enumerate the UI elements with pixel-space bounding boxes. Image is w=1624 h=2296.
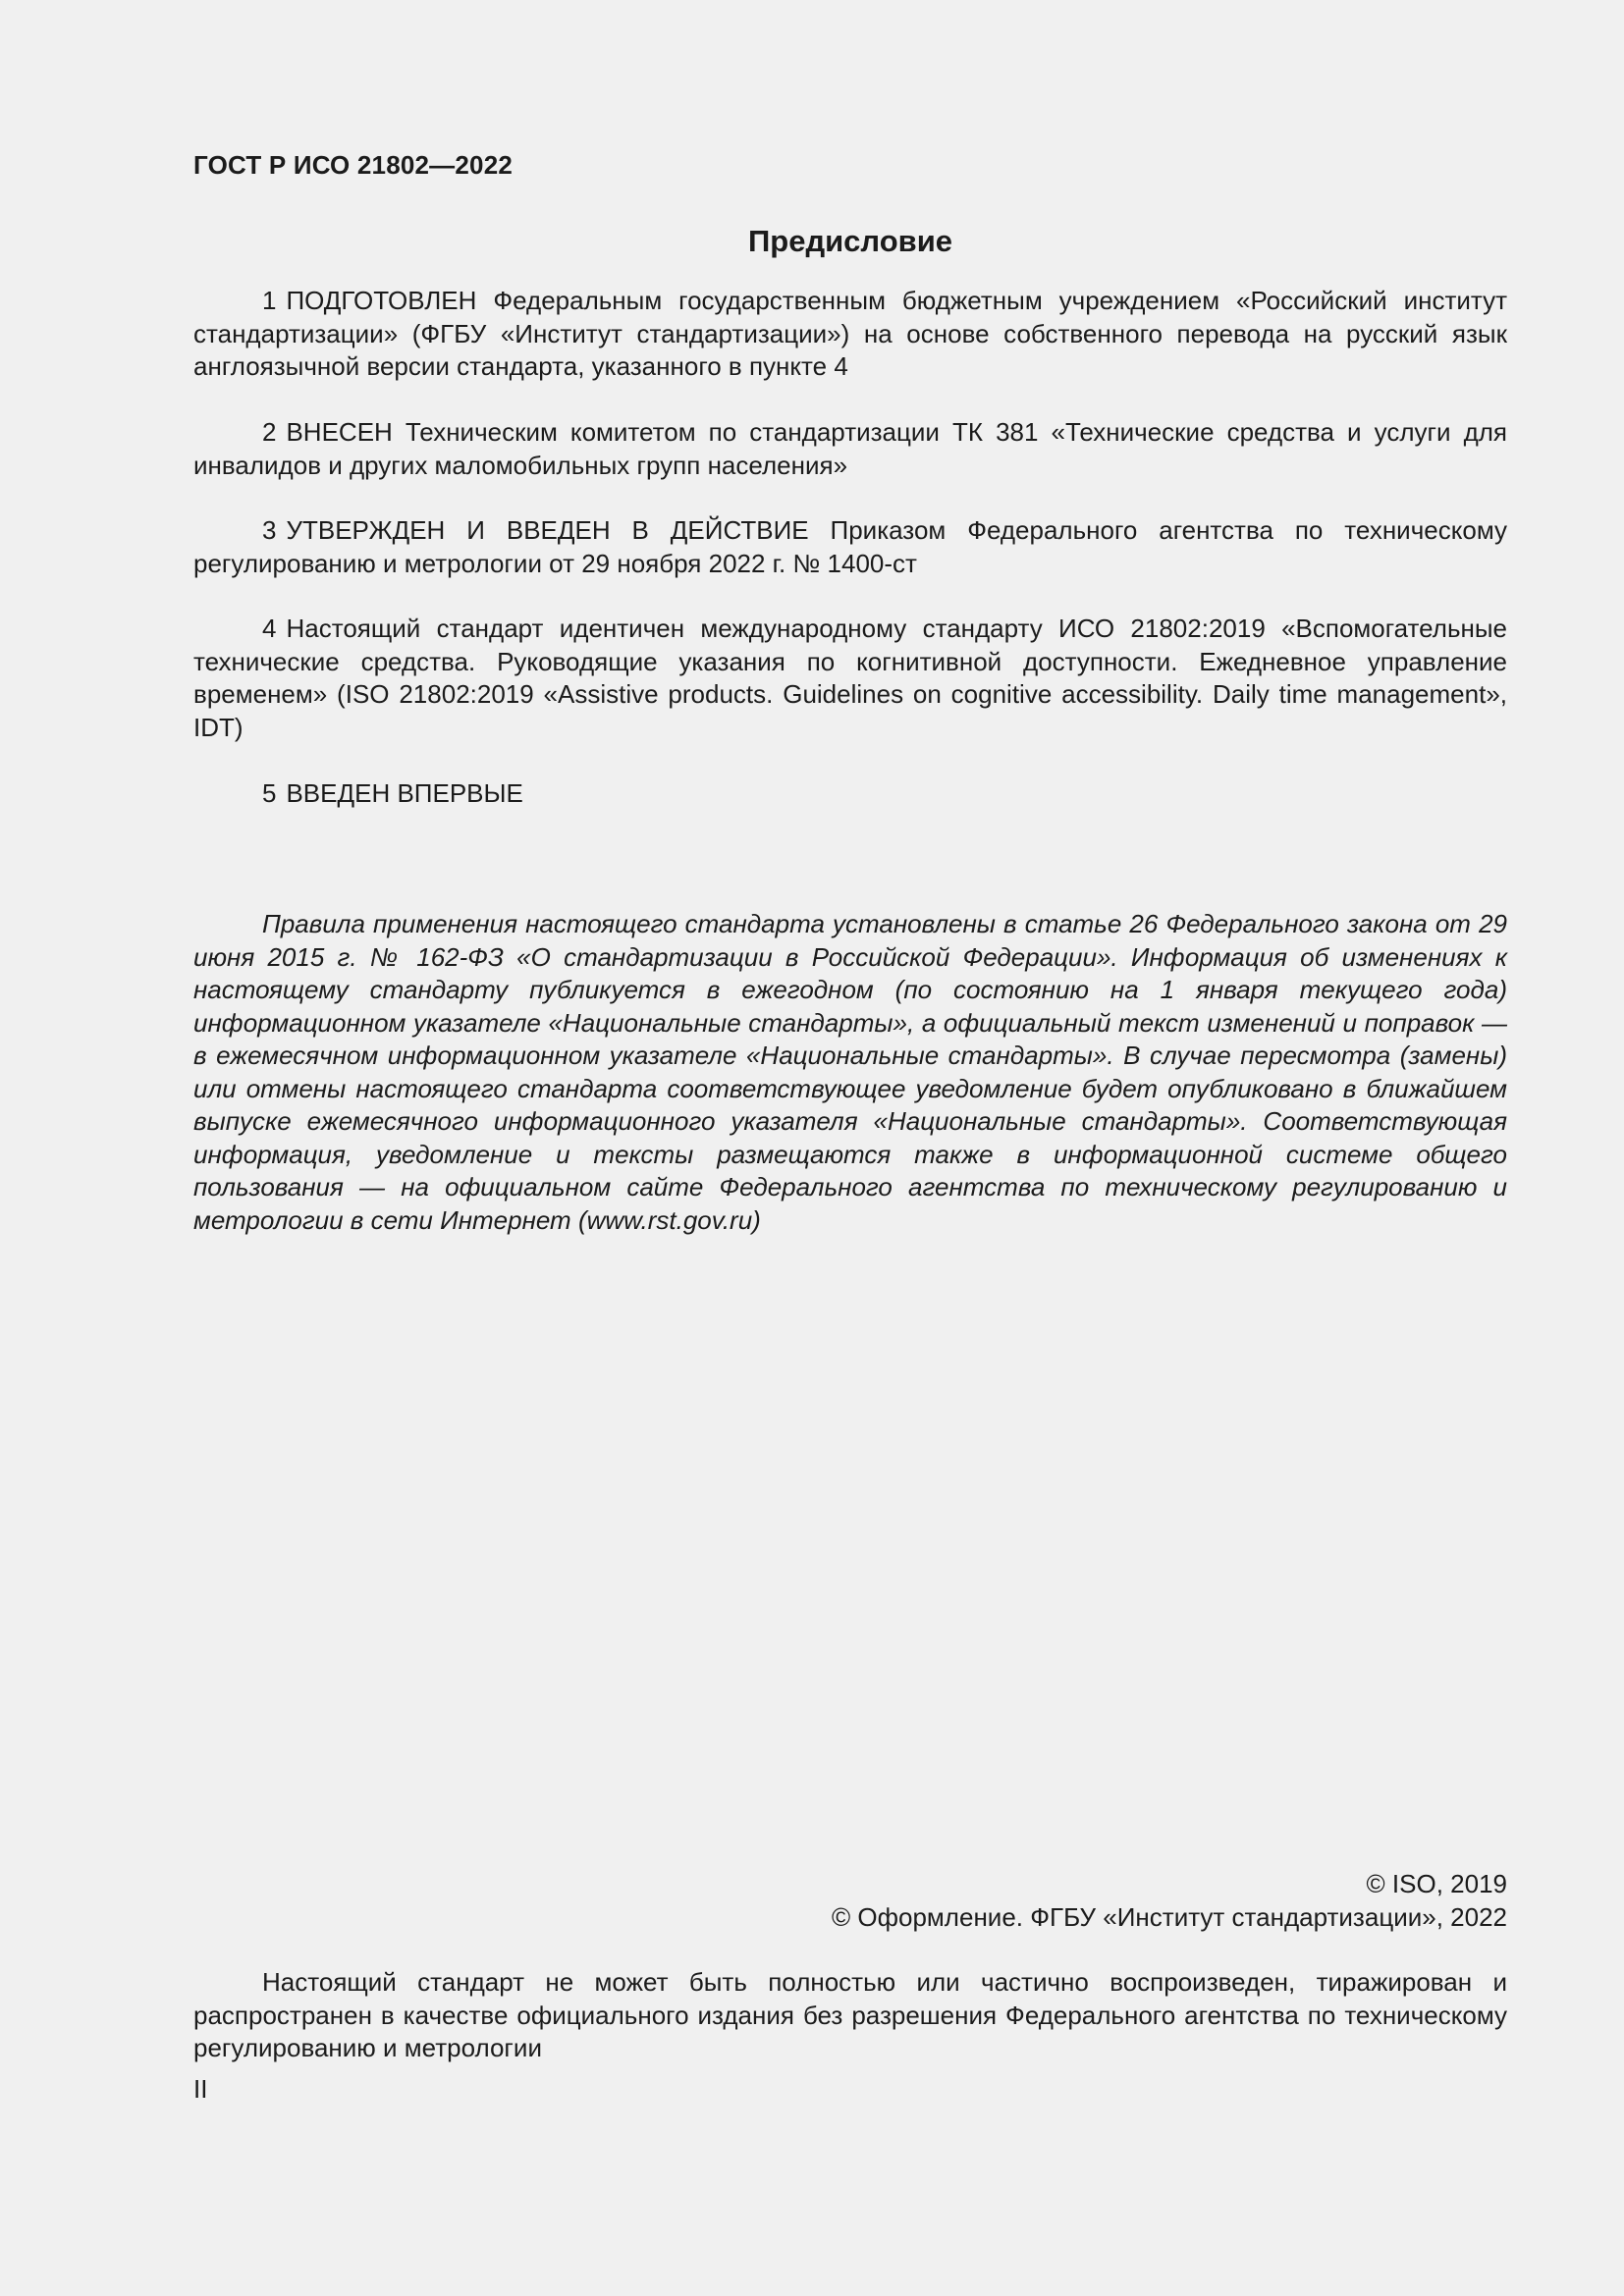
reproduction-notice: Настоящий стандарт не может быть полностью или частично воспроизведен, тиражирован и распространен в качестве официального издания без разрешения Федерального агентства по техническому регулированию и метрологии: [193, 1967, 1507, 2062]
design-copyright: © Оформление. ФГБУ «Институт стандартизации», 2022: [832, 1901, 1507, 1932]
foreword-item-5: [193, 777, 1507, 811]
copyright-block: [193, 1868, 1507, 1934]
foreword-item-4: [193, 613, 1507, 744]
item-text: ВНЕСЕН Техническим комитетом по стандартизации ТК 381 «Технические средства и услуги для инвалидов и других маломобильных групп населения»: [193, 417, 1507, 480]
item-number: 5: [262, 778, 277, 808]
item-number: 3: [262, 515, 277, 545]
document-designation: ГОСТ Р ИСО 21802—2022: [193, 150, 514, 180]
foreword-item-3: [193, 514, 1507, 580]
section-title: Предисловие: [747, 224, 952, 258]
foreword-item-1: [193, 285, 1507, 384]
item-text: ПОДГОТОВЛЕН Федеральным государственным бюджетным учреждением «Российский институт стандартизации» (ФГБУ «Институт стандартизации») на основе собственного перевода на русский язык англоязычной версии стандарта, указанного в пункте 4: [193, 286, 1507, 381]
item-text: Настоящий стандарт идентичен международному стандарту ИСО 21802:2019 «Вспомогательные технические средства. Руководящие указания по когнитивной доступности. Ежедневное управление временем» (ISO 21802:2019 «Assistive products. Guidelines on cognitive accessibility. Daily time management», IDT): [193, 614, 1507, 742]
item-number: 1: [262, 286, 277, 315]
item-text: ВВЕДЕН ВПЕРВЫЕ: [286, 778, 523, 808]
page-number: II: [193, 2074, 208, 2104]
item-text: УТВЕРЖДЕН И ВВЕДЕН В ДЕЙСТВИЕ Приказом Федерального агентства по техническому регулированию и метрологии от 29 ноября 2022 г. № 1400-ст: [193, 515, 1507, 578]
item-number: 2: [262, 417, 277, 447]
iso-copyright: © ISO, 2019: [1366, 1869, 1507, 1898]
foreword-item-2: [193, 416, 1507, 482]
application-rules-paragraph: Правила применения настоящего стандарта установлены в статье 26 Федерального закона от 29 июня 2015 г. № 162-ФЗ «О стандартизации в Российской Федерации». Информация об изменениях к настоящему стандарту публикуется в ежегодном (по состоянию на 1 января текущего года) информационном указателе «Национальные стандарты», а официальный текст изменений и поправок — в ежемесячном информационном указателе «Национальные стандарты». В случае пересмотра (замены) или отмены настоящего стандарта соответствующее уведомление будет опубликовано в ближайшем выпуске ежемесячного информационного указателя «Национальные стандарты». Соответствующая информация, уведомление и тексты размещаются также в информационной системе общего пользования — на официальном сайте Федерального агентства по техническому регулированию и метрологии в сети Интернет (www.rst.gov.ru): [193, 909, 1507, 1235]
item-number: 4: [262, 614, 277, 643]
document-page: [193, 0, 1507, 2296]
